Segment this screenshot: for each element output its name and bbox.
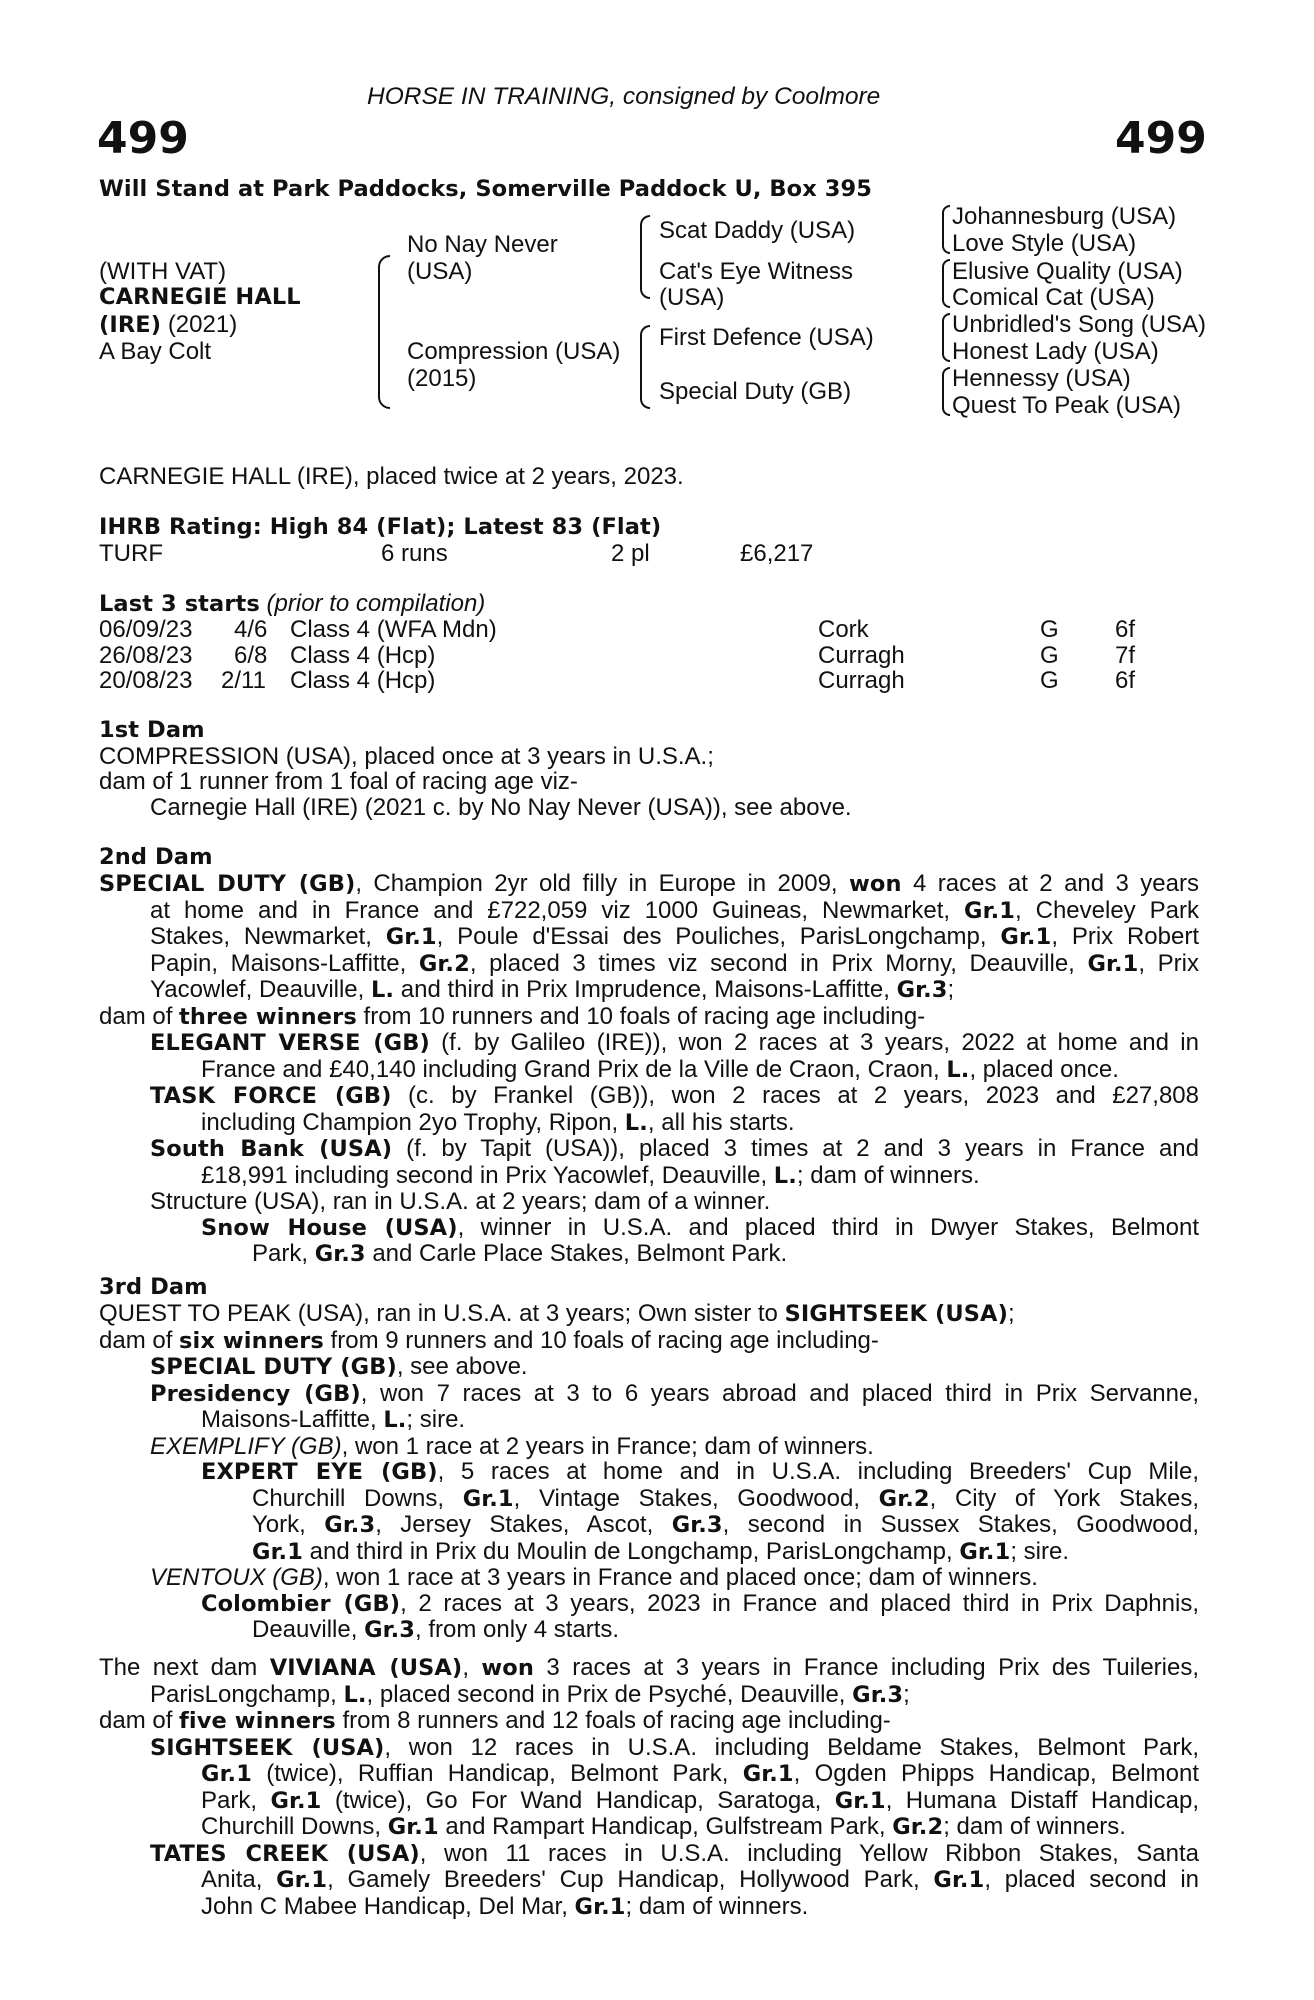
catalogue-line: South Bank (USA) (f. by Tapit (USA)), placed 3 times at 2 and 3 years in France and xyxy=(150,1135,1200,1162)
start-position: 4/6 xyxy=(234,616,268,643)
lot-number-right: 499 xyxy=(1115,113,1207,164)
pedigree-brace-g3-3 xyxy=(942,313,950,362)
catalogue-line: VENTOUX (GB), won 1 race at 3 years in France and placed once; dam of winners. xyxy=(150,1564,1038,1591)
start-position: 2/11 xyxy=(221,667,266,694)
pedigree-sire-dam-country: (USA) xyxy=(659,284,725,311)
third-dam-text xyxy=(99,1301,1199,1644)
rating-runs: 6 runs xyxy=(381,540,448,567)
pedigree-brace-g3-2 xyxy=(942,259,950,308)
start-race: Class 4 (WFA Mdn) xyxy=(290,616,497,643)
catalogue-line: Snow House (USA), winner in U.S.A. and placed third in Dwyer Stakes, Belmont xyxy=(201,1213,1199,1241)
pedigree-sire-sire: Scat Daddy (USA) xyxy=(659,217,856,244)
catalogue-line: John C Mabee Handicap, Del Mar, Gr.1; dam of winners. xyxy=(201,1892,809,1920)
pedigree-brace-main xyxy=(378,255,390,409)
second-dam-text xyxy=(99,871,1199,1268)
starts-title: Last 3 starts xyxy=(99,591,260,617)
catalogue-line: SIGHTSEEK (USA), won 12 races in U.S.A. including Beldame Stakes, Belmont Park, xyxy=(150,1733,1199,1761)
pedigree-sire-dam: Cat's Eye Witness xyxy=(659,258,853,285)
horse-year: (2021) xyxy=(167,311,238,338)
third-dam-heading: 3rd Dam xyxy=(99,1274,208,1300)
pedigree-dam-year: (2015) xyxy=(407,365,477,392)
start-course: Curragh xyxy=(818,667,905,694)
start-distance: 6f xyxy=(1115,616,1136,643)
catalogue-line: Gr.1 (twice), Ruffian Handicap, Belmont Park, Gr.1, Ogden Phipps Handicap, Belmont xyxy=(201,1760,1199,1787)
rating-title: IHRB Rating: High 84 (Flat); Latest 83 (Flat) xyxy=(99,514,662,540)
pedigree-brace-g3-4 xyxy=(942,367,950,416)
catalogue-line: Park, Gr.3 and Carle Place Stakes, Belmont Park. xyxy=(252,1240,788,1267)
catalogue-line: TASK FORCE (GB) (c. by Frankel (GB)), won 2 races at 2 years, 2023 and £27,808 xyxy=(150,1082,1199,1109)
start-race: Class 4 (Hcp) xyxy=(290,642,436,669)
catalogue-line: EXEMPLIFY (GB), won 1 race at 2 years in France; dam of winners. xyxy=(150,1432,874,1460)
next-dam-text xyxy=(99,1655,1199,1920)
starts-note: (prior to compilation) xyxy=(266,590,486,617)
catalogue-line: £18,991 including second in Prix Yacowlef, Deauville, L.; dam of winners. xyxy=(201,1161,980,1189)
horse-country: (IRE) xyxy=(99,312,162,338)
start-race: Class 4 (Hcp) xyxy=(290,667,436,694)
start-going: G xyxy=(1040,667,1059,694)
starts-title-line xyxy=(99,591,485,618)
pedigree-sire-country: (USA) xyxy=(407,258,473,285)
catalogue-line: SPECIAL DUTY (GB), see above. xyxy=(150,1353,528,1380)
catalogue-line: Churchill Downs, Gr.1 and Rampart Handicap, Gulfstream Park, Gr.2; dam of winners. xyxy=(201,1813,1126,1840)
catalogue-line: France and £40,140 including Grand Prix de la Ville de Craon, Craon, L., placed once. xyxy=(201,1055,1119,1083)
start-position: 6/8 xyxy=(234,642,268,669)
start-course: Curragh xyxy=(818,642,905,669)
catalogue-line: TATES CREEK (USA), won 11 races in U.S.A. including Yellow Ribbon Stakes, Santa xyxy=(150,1839,1199,1867)
pedigree-g3-6: Honest Lady (USA) xyxy=(952,338,1159,365)
rating-earnings: £6,217 xyxy=(740,540,814,567)
pedigree-brace-sire xyxy=(640,215,650,299)
catalogue-line: EXPERT EYE (GB), 5 races at home and in U.S.A. including Breeders' Cup Mile, xyxy=(201,1458,1199,1485)
catalogue-line: Stakes, Newmarket, Gr.1, Poule d'Essai des Pouliches, ParisLongchamp, Gr.1, Prix Robert xyxy=(150,923,1199,950)
pedigree-sire: No Nay Never xyxy=(407,231,558,258)
race-summary: CARNEGIE HALL (IRE), placed twice at 2 years, 2023. xyxy=(99,463,684,490)
pedigree-dam: Compression (USA) xyxy=(407,338,621,365)
catalogue-line: dam of five winners from 8 runners and 12 foals of racing age including- xyxy=(99,1707,891,1734)
stand-location: Will Stand at Park Paddocks, Somerville Paddock U, Box 395 xyxy=(99,176,873,202)
catalogue-line: The next dam VIVIANA (USA), won 3 races at 3 years in France including Prix des Tuileries, xyxy=(99,1654,1200,1681)
pedigree-dam-sire: First Defence (USA) xyxy=(659,324,874,351)
start-distance: 7f xyxy=(1115,642,1136,669)
start-course: Cork xyxy=(818,616,869,643)
catalogue-line: Colombier (GB), 2 races at 3 years, 2023 in France and placed third in Prix Daphnis, xyxy=(201,1589,1199,1617)
pedigree-g3-8: Quest To Peak (USA) xyxy=(952,392,1181,419)
start-date: 26/08/23 xyxy=(99,642,193,669)
catalogue-line: Yacowlef, Deauville, L. and third in Prix Imprudence, Maisons-Laffitte, Gr.3; xyxy=(150,976,955,1003)
start-going: G xyxy=(1040,616,1059,643)
pedigree-brace-dam xyxy=(640,325,650,409)
consignment-line: HORSE IN TRAINING, consigned by Coolmore xyxy=(367,83,881,110)
catalogue-line: SPECIAL DUTY (GB), Champion 2yr old filly in Europe in 2009, won 4 races at 2 and 3 years xyxy=(99,870,1199,897)
horse-name: CARNEGIE HALL xyxy=(99,284,301,310)
catalogue-line: ELEGANT VERSE (GB) (f. by Galileo (IRE)), won 2 races at 3 years, 2022 at home and in xyxy=(150,1029,1199,1056)
start-going: G xyxy=(1040,642,1059,669)
first-dam-line: Carnegie Hall (IRE) (2021 c. by No Nay Never (USA)), see above. xyxy=(150,794,852,821)
catalogue-line: including Champion 2yo Trophy, Ripon, L., all his starts. xyxy=(201,1108,795,1136)
horse-name-country-year xyxy=(99,312,237,339)
first-dam-line: dam of 1 runner from 1 foal of racing age viz- xyxy=(99,768,578,795)
pedigree-dam-dam: Special Duty (GB) xyxy=(659,378,852,405)
pedigree-g3-5: Unbridled's Song (USA) xyxy=(952,311,1207,338)
second-dam-heading: 2nd Dam xyxy=(99,844,213,870)
pedigree-g3-4: Comical Cat (USA) xyxy=(952,284,1155,311)
catalogue-line: at home and in France and £722,059 viz 1000 Guineas, Newmarket, Gr.1, Cheveley Park xyxy=(150,896,1199,924)
first-dam-heading: 1st Dam xyxy=(99,717,205,743)
first-dam-line: COMPRESSION (USA), placed once at 3 years in U.S.A.; xyxy=(99,743,714,770)
pedigree-g3-1: Johannesburg (USA) xyxy=(952,203,1177,230)
catalogue-line: Churchill Downs, Gr.1, Vintage Stakes, Goodwood, Gr.2, City of York Stakes, xyxy=(252,1484,1199,1512)
catalogue-line: Structure (USA), ran in U.S.A. at 2 years; dam of a winner. xyxy=(150,1188,771,1215)
catalogue-line: Park, Gr.1 (twice), Go For Wand Handicap, Saratoga, Gr.1, Humana Distaff Handicap, xyxy=(201,1786,1200,1814)
catalogue-line: ParisLongchamp, L., placed second in Prix de Psyché, Deauville, Gr.3; xyxy=(150,1680,910,1708)
start-date: 06/09/23 xyxy=(99,616,193,643)
vat-note: (WITH VAT) xyxy=(99,258,227,285)
catalogue-line: Presidency (GB), won 7 races at 3 to 6 years abroad and placed third in Prix Servanne, xyxy=(150,1379,1200,1407)
pedigree-g3-3: Elusive Quality (USA) xyxy=(952,258,1183,285)
catalogue-line: York, Gr.3, Jersey Stakes, Ascot, Gr.3, second in Sussex Stakes, Goodwood, xyxy=(252,1511,1200,1538)
horse-description: A Bay Colt xyxy=(99,338,212,365)
catalogue-line: dam of six winners from 9 runners and 10 foals of racing age including- xyxy=(99,1326,879,1354)
catalogue-line: Anita, Gr.1, Gamely Breeders' Cup Handicap, Hollywood Park, Gr.1, placed second in xyxy=(201,1866,1200,1893)
pedigree-brace-g3-1 xyxy=(942,205,950,254)
lot-number-left: 499 xyxy=(97,113,189,164)
catalogue-line: Deauville, Gr.3, from only 4 starts. xyxy=(252,1616,620,1643)
catalogue-line: Maisons-Laffitte, L.; sire. xyxy=(201,1406,466,1433)
catalogue-line: QUEST TO PEAK (USA), ran in U.S.A. at 3 years; Own sister to SIGHTSEEK (USA); xyxy=(99,1300,1015,1327)
catalogue-line: Gr.1 and third in Prix du Moulin de Longchamp, ParisLongchamp, Gr.1; sire. xyxy=(252,1537,1070,1565)
pedigree-g3-2: Love Style (USA) xyxy=(952,230,1137,257)
catalogue-line: dam of three winners from 10 runners and 10 foals of racing age including- xyxy=(99,1002,926,1030)
rating-surface: TURF xyxy=(99,540,163,567)
start-distance: 6f xyxy=(1115,667,1136,694)
rating-placed: 2 pl xyxy=(611,540,650,567)
pedigree-g3-7: Hennessy (USA) xyxy=(952,365,1131,392)
start-date: 20/08/23 xyxy=(99,667,193,694)
catalogue-line: Papin, Maisons-Laffitte, Gr.2, placed 3 times viz second in Prix Morny, Deauville, Gr.1, Prix xyxy=(150,949,1199,977)
